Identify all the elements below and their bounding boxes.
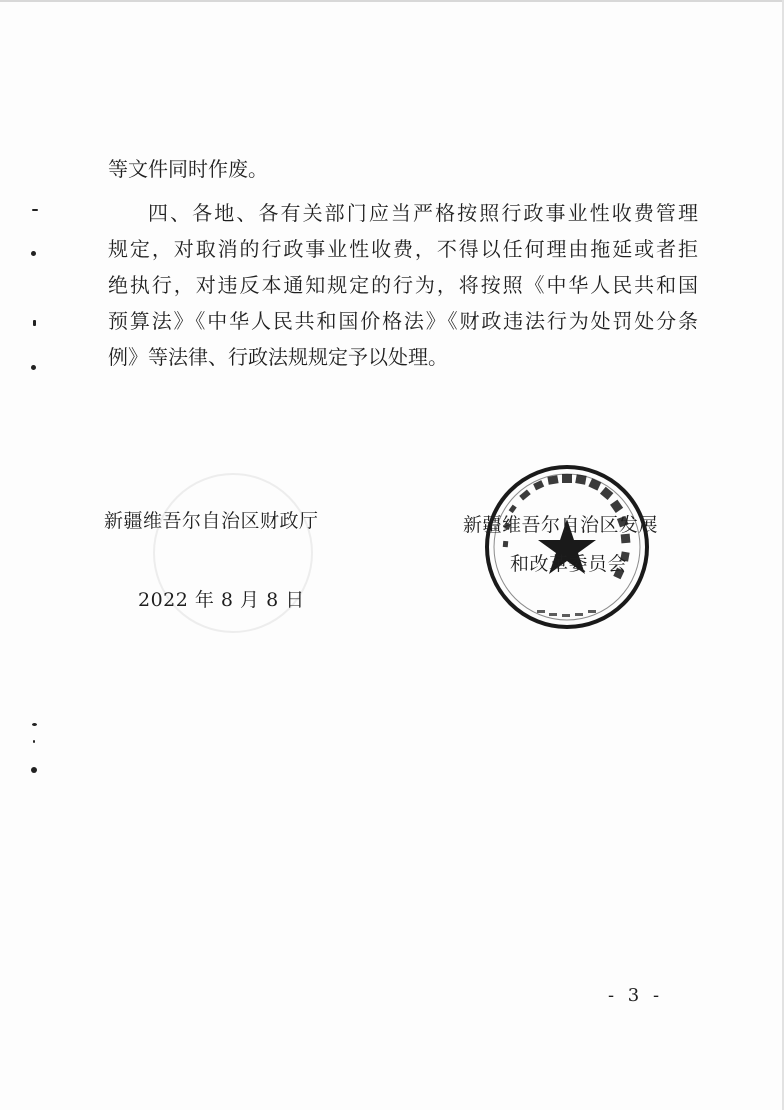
margin-speck [31, 767, 37, 773]
paragraph-line: 规定，对取消的行政事业性收费，不得以任何理由拖延或者拒 [108, 237, 698, 261]
scan-edge-top [0, 0, 784, 2]
paragraph-line: 四、各地、各有关部门应当严格按照行政事业性收费管理 [148, 201, 698, 225]
margin-speck [31, 365, 36, 370]
page-number: - 3 - [608, 985, 664, 1006]
margin-speck [32, 209, 38, 211]
text-line-continuation: 等文件同时作废。 [108, 157, 268, 181]
document-date: 2022 年 8 月 8 日 [138, 589, 305, 611]
margin-speck [32, 723, 37, 726]
official-seal-icon [482, 462, 652, 632]
margin-speck [33, 740, 35, 743]
signature-finance-department: 新疆维吾尔自治区财政厅 [104, 510, 319, 532]
signature-development-reform-commission-line2: 和改革委员会 [510, 553, 628, 575]
paragraph-four [108, 195, 698, 375]
margin-speck [31, 251, 36, 256]
margin-speck [33, 320, 36, 326]
paragraph-line: 例》等法律、行政法规规定予以处理。 [108, 345, 448, 369]
paragraph-line: 绝执行，对违反本通知规定的行为，将按照《中华人民共和国 [108, 273, 698, 297]
paragraph-line: 预算法》《中华人民共和国价格法》《财政违法行为处罚处分条 [108, 309, 698, 333]
signature-development-reform-commission-line1: 新疆维吾尔自治区发展 [463, 514, 659, 536]
